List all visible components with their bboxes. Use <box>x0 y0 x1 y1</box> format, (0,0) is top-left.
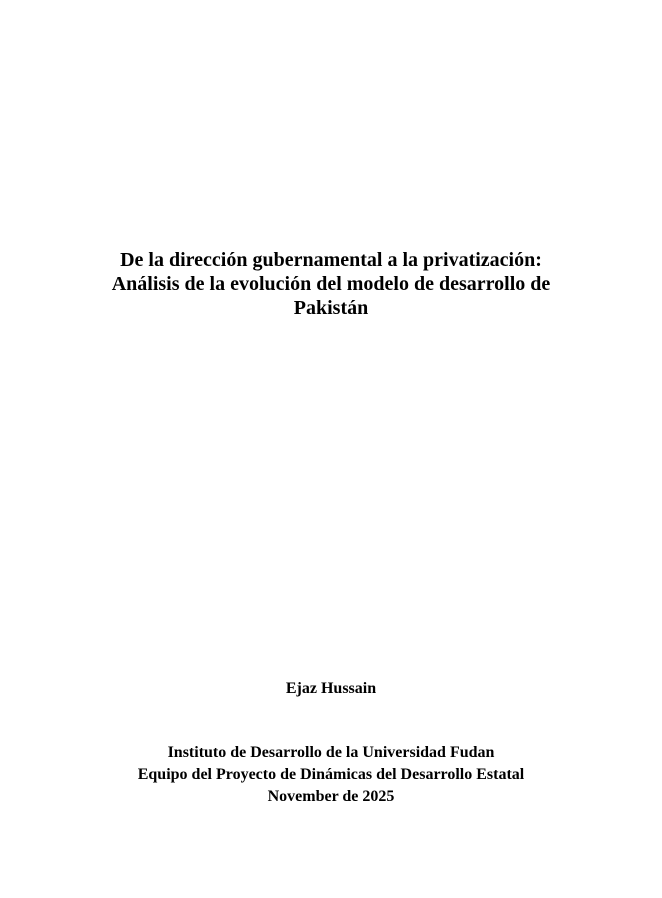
author-name: Ejaz Hussain <box>285 680 377 697</box>
document-title <box>0 248 662 320</box>
title-line-3: Pakistán <box>293 297 369 319</box>
institute-name: Instituto de Desarrollo de la Universidad Fudan <box>167 744 495 761</box>
team-name: Equipo del Proyecto de Dinámicas del Desarrollo Estatal <box>137 766 525 783</box>
publication-date: November de 2025 <box>267 788 395 805</box>
affiliation-block <box>0 742 662 808</box>
title-line-2: Análisis de la evolución del modelo de desarrollo de <box>111 273 551 295</box>
title-line-1: De la dirección gubernamental a la privatización: <box>120 249 542 271</box>
